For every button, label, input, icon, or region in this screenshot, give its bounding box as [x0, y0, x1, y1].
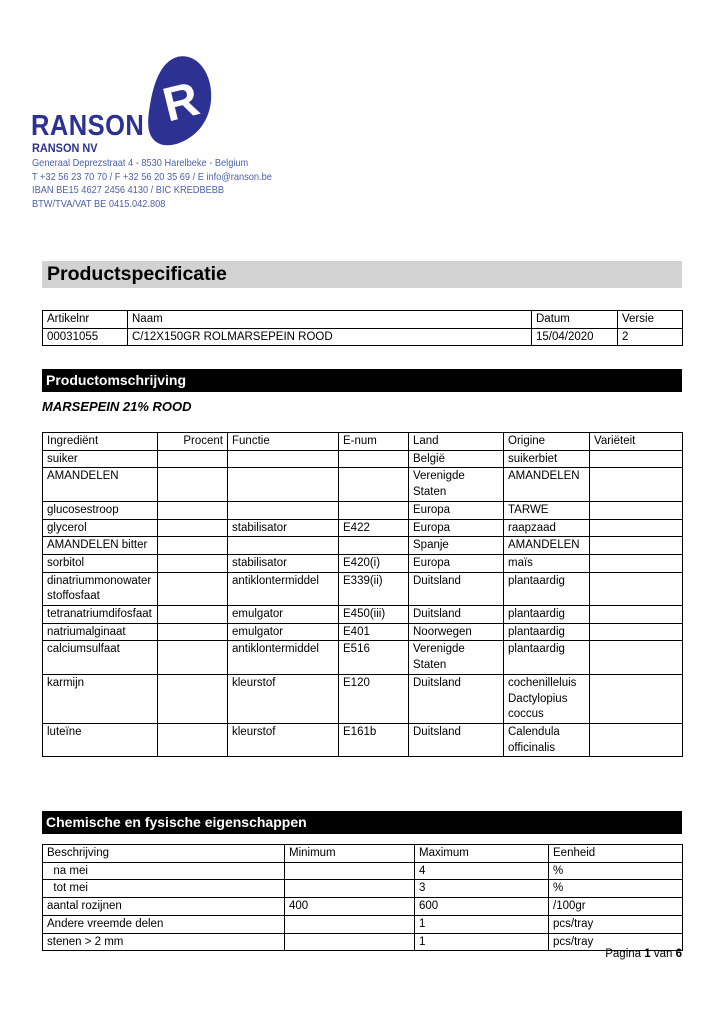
table-cell	[590, 450, 683, 468]
column-header: E-num	[339, 433, 409, 451]
table-cell: tot mei	[43, 880, 285, 898]
table-cell	[590, 623, 683, 641]
footer-total-pages: 6	[675, 948, 682, 960]
table-cell	[285, 915, 415, 933]
table-cell: 400	[285, 898, 415, 916]
table-cell: Europa	[409, 519, 504, 537]
table-cell: aantal rozijnen	[43, 898, 285, 916]
table-cell: 00031055	[43, 328, 128, 346]
product-subtitle: MARSEPEIN 21% ROOD	[42, 399, 192, 414]
table-cell: plantaardig	[504, 641, 590, 674]
table-cell: antiklontermiddel	[228, 572, 339, 605]
column-header: Land	[409, 433, 504, 451]
table-cell	[590, 519, 683, 537]
table-row	[43, 641, 683, 674]
table-row	[43, 468, 683, 501]
address-line: Generaal Deprezstraat 4 - 8530 Harelbeke - Belgium	[32, 157, 249, 169]
column-header: Origine	[504, 433, 590, 451]
footer-separator: van	[650, 948, 676, 960]
table-cell	[285, 880, 415, 898]
address-line: BTW/TVA/VAT BE 0415.042.808	[32, 197, 166, 210]
table-cell: E339(ii)	[339, 572, 409, 605]
table-row	[43, 862, 683, 880]
table-row	[43, 623, 683, 641]
table-cell: suiker	[43, 450, 158, 468]
table-cell: raapzaad	[504, 519, 590, 537]
table-cell: 4	[415, 862, 549, 880]
table-cell: antiklontermiddel	[228, 641, 339, 674]
table-cell	[590, 537, 683, 555]
table-cell: AMANDELEN bitter	[43, 537, 158, 555]
table-cell: E422	[339, 519, 409, 537]
table-cell	[228, 468, 339, 501]
table-cell: TARWE	[504, 501, 590, 519]
table-cell: luteïne	[43, 723, 158, 756]
table-cell	[590, 723, 683, 756]
header-row	[43, 433, 683, 451]
column-header: Datum	[532, 311, 618, 329]
table-cell: natriumalginaat	[43, 623, 158, 641]
table-cell: Verenigde Staten	[409, 468, 504, 501]
table-cell: kleurstof	[228, 723, 339, 756]
table-cell: kleurstof	[228, 674, 339, 723]
table-cell: Duitsland	[409, 572, 504, 605]
column-header: Ingrediënt	[43, 433, 158, 451]
table-cell	[158, 641, 228, 674]
section-heading-chemische-eigenschappen: Chemische en fysische eigenschappen	[42, 811, 682, 834]
table-cell: cochenilleluis Dactylopius coccus	[504, 674, 590, 723]
table-cell: plantaardig	[504, 606, 590, 624]
table-cell: 1	[415, 933, 549, 951]
table-cell: Andere vreemde delen	[43, 915, 285, 933]
table-cell: stenen > 2 mm	[43, 933, 285, 951]
column-header: Minimum	[285, 845, 415, 863]
table-cell: AMANDELEN	[504, 468, 590, 501]
table-cell	[590, 501, 683, 519]
table-cell: 2	[618, 328, 683, 346]
table-cell: Duitsland	[409, 606, 504, 624]
table-cell: stabilisator	[228, 554, 339, 572]
section-heading-productomschrijving: Productomschrijving	[42, 369, 682, 392]
table-cell: suikerbiet	[504, 450, 590, 468]
table-row	[43, 674, 683, 723]
table-cell: plantaardig	[504, 623, 590, 641]
table-cell: Verenigde Staten	[409, 641, 504, 674]
table-cell: 600	[415, 898, 549, 916]
table-row	[43, 572, 683, 605]
table-cell	[158, 723, 228, 756]
table-cell	[339, 501, 409, 519]
column-header: Procent	[158, 433, 228, 451]
table-cell	[590, 641, 683, 674]
table-cell: %	[549, 862, 683, 880]
table-cell: stabilisator	[228, 519, 339, 537]
table-cell	[228, 450, 339, 468]
table-cell: pcs/tray	[549, 915, 683, 933]
table-cell	[590, 674, 683, 723]
table-cell	[158, 554, 228, 572]
table-cell	[158, 674, 228, 723]
table-row	[43, 606, 683, 624]
page-footer	[42, 948, 682, 960]
table-cell	[158, 537, 228, 555]
ingredient-table	[42, 432, 683, 757]
table-cell: 3	[415, 880, 549, 898]
table-row	[43, 554, 683, 572]
table-row	[43, 450, 683, 468]
table-cell: calciumsulfaat	[43, 641, 158, 674]
table-row	[43, 501, 683, 519]
table-cell: glycerol	[43, 519, 158, 537]
table-cell: karmijn	[43, 674, 158, 723]
table-cell	[339, 468, 409, 501]
table-cell	[285, 862, 415, 880]
table-cell: Calendula officinalis	[504, 723, 590, 756]
address-line: IBAN BE15 4627 2456 4130 / BIC KREDBEBB	[32, 184, 225, 196]
table-row	[43, 898, 683, 916]
table-cell: emulgator	[228, 623, 339, 641]
column-header: Maximum	[415, 845, 549, 863]
table-cell: 1	[415, 915, 549, 933]
table-cell: /100gr	[549, 898, 683, 916]
table-cell: maïs	[504, 554, 590, 572]
table-cell: Spanje	[409, 537, 504, 555]
column-header: Beschrijving	[43, 845, 285, 863]
table-cell: E401	[339, 623, 409, 641]
table-cell: C/12X150GR ROLMARSEPEIN ROOD	[128, 328, 532, 346]
table-cell	[228, 501, 339, 519]
table-cell: Europa	[409, 501, 504, 519]
footer-prefix: Pagina	[605, 948, 645, 960]
logo-pick-shape	[144, 54, 214, 148]
table-cell: Noorwegen	[409, 623, 504, 641]
table-cell: 15/04/2020	[532, 328, 618, 346]
table-cell	[158, 572, 228, 605]
company-name: RANSON NV	[32, 143, 98, 155]
table-cell: pcs/tray	[549, 933, 683, 951]
table-cell	[158, 606, 228, 624]
table-cell	[158, 623, 228, 641]
article-info-table	[42, 310, 683, 346]
table-cell: België	[409, 450, 504, 468]
logo-letter: R	[157, 72, 205, 133]
address-line: T +32 56 23 70 70 / F +32 56 20 35 69 / E info@ranson.be	[32, 170, 272, 183]
table-cell	[590, 554, 683, 572]
table-cell: E161b	[339, 723, 409, 756]
table-cell: E516	[339, 641, 409, 674]
table-cell: AMANDELEN	[504, 537, 590, 555]
table-row	[43, 880, 683, 898]
table-cell: E120	[339, 674, 409, 723]
column-header: Functie	[228, 433, 339, 451]
table-cell	[339, 450, 409, 468]
table-cell: dinatriummonowaterstoffosfaat	[43, 572, 158, 605]
table-row	[43, 915, 683, 933]
table-row	[43, 328, 683, 346]
footer-page-number: 1	[644, 948, 651, 960]
table-cell: Europa	[409, 554, 504, 572]
ranson-wordmark: RANSON	[31, 110, 145, 142]
table-cell: sorbitol	[43, 554, 158, 572]
table-row	[43, 519, 683, 537]
table-cell: plantaardig	[504, 572, 590, 605]
table-cell: tetranatriumdifosfaat	[43, 606, 158, 624]
table-cell	[590, 572, 683, 605]
table-cell	[158, 519, 228, 537]
table-cell: %	[549, 880, 683, 898]
header-row	[43, 311, 683, 329]
table-row	[43, 537, 683, 555]
table-cell: AMANDELEN	[43, 468, 158, 501]
table-cell: E420(i)	[339, 554, 409, 572]
column-header: Naam	[128, 311, 532, 329]
table-cell: E450(iii)	[339, 606, 409, 624]
page-title: Productspecificatie	[42, 261, 682, 288]
table-cell: Duitsland	[409, 723, 504, 756]
table-cell	[228, 537, 339, 555]
table-cell	[590, 468, 683, 501]
chemical-properties-table	[42, 844, 683, 951]
table-row	[43, 723, 683, 756]
table-cell: Duitsland	[409, 674, 504, 723]
table-cell	[158, 468, 228, 501]
company-address	[32, 157, 272, 211]
table-cell	[339, 537, 409, 555]
table-cell: glucosestroop	[43, 501, 158, 519]
table-cell	[158, 501, 228, 519]
ranson-logo-icon	[144, 54, 214, 148]
header-row	[43, 845, 683, 863]
table-cell	[590, 606, 683, 624]
table-cell	[158, 450, 228, 468]
table-cell: emulgator	[228, 606, 339, 624]
column-header: Artikelnr	[43, 311, 128, 329]
table-cell: na mei	[43, 862, 285, 880]
column-header: Versie	[618, 311, 683, 329]
column-header: Variëteit	[590, 433, 683, 451]
column-header: Eenheid	[549, 845, 683, 863]
